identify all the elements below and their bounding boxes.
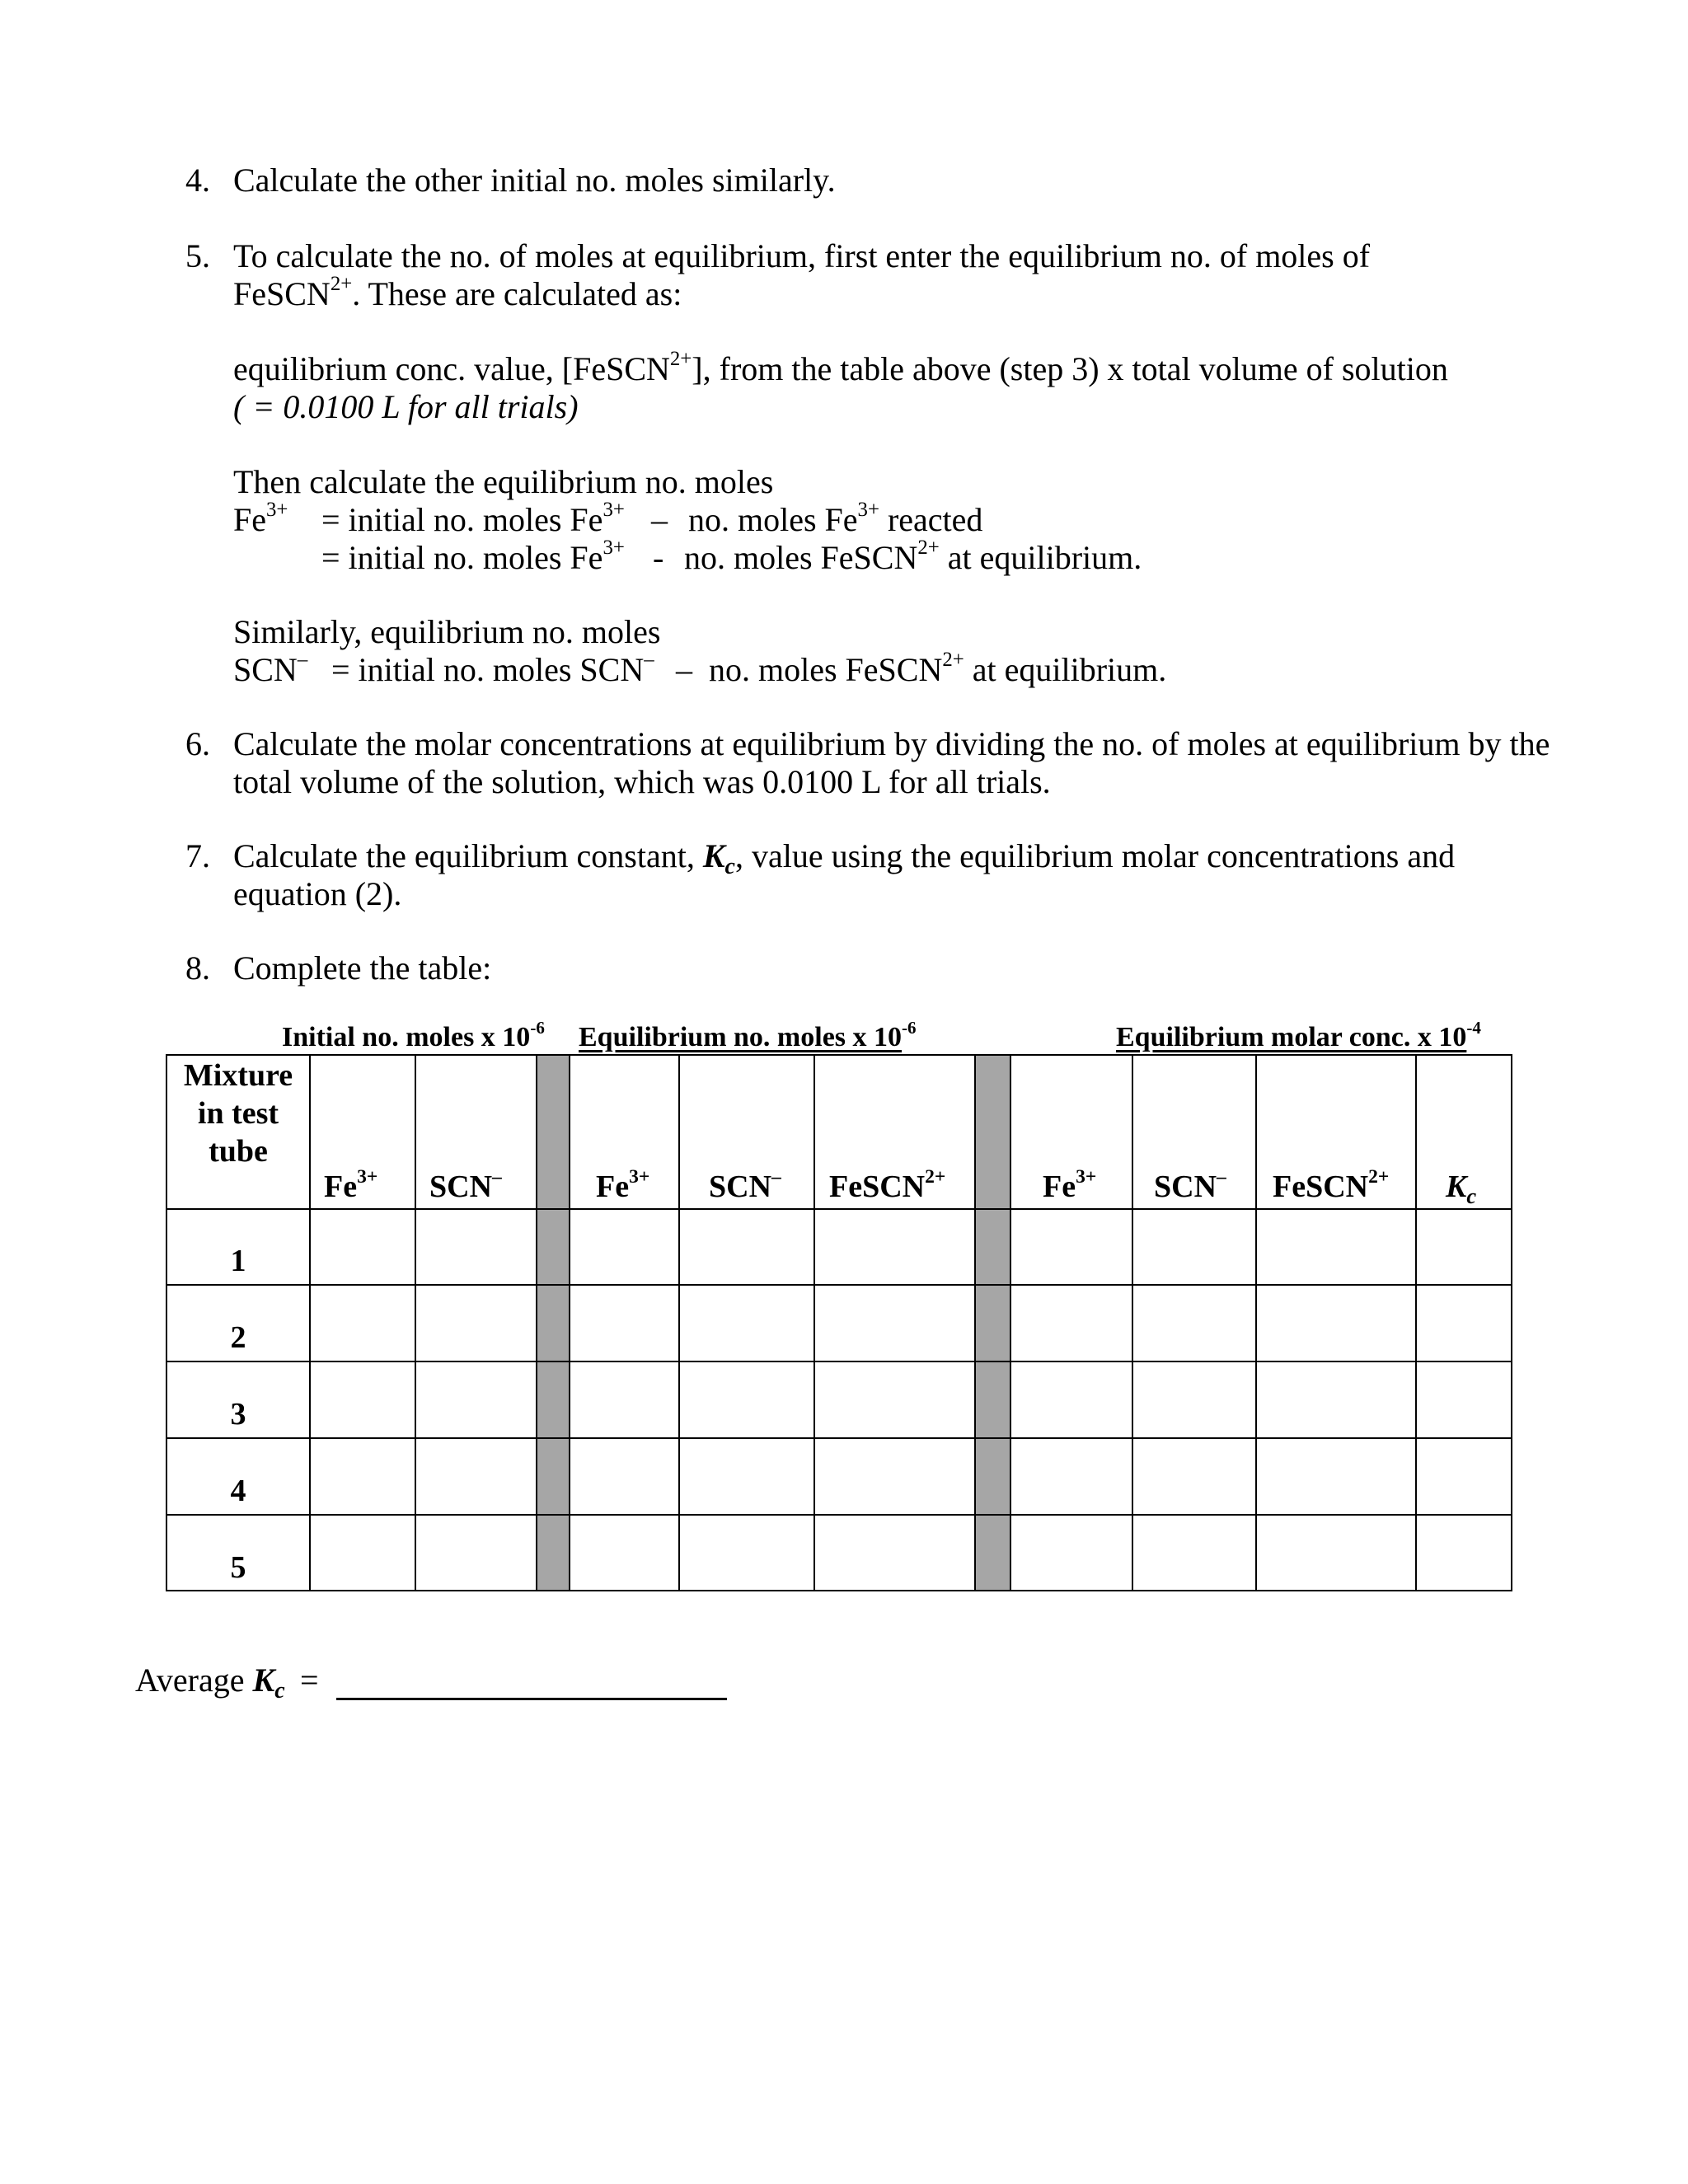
scn-eq-part-a: = initial no. moles SCN [331,651,645,688]
kc-symbol: K [702,837,725,874]
charge-superscript: 2+ [330,273,353,296]
mixture-line-2: in test [197,1096,279,1131]
scn-text: SCN [1154,1169,1217,1204]
kc-symbol: K [1446,1169,1467,1204]
table-border-top [166,1054,1512,1056]
scn-equation [331,651,654,694]
charge-superscript: 3+ [603,499,625,522]
kc-subscript: c [724,854,735,880]
step-8-number: 8. [185,949,210,987]
table-row-line [166,1284,1512,1286]
mixture-line-1: Mixture [183,1058,293,1093]
separator-column [975,1055,1010,1591]
average-text: Average [135,1661,253,1699]
fe-text: Fe [233,501,266,538]
exponent: -6 [902,1017,917,1038]
table-col-line [814,1054,815,1591]
charge-superscript: – [1217,1166,1226,1188]
fe-eq2-part-b [684,539,1142,582]
fescn-text: FeSCN [1273,1169,1369,1204]
scn-text: SCN [233,651,298,688]
col-header-initial-scn [429,1166,502,1205]
average-kc-equals: = [300,1661,319,1699]
formula-part-b: ], from the table above (step 3) x total volume of solution [692,350,1448,387]
group-header-eq-conc [1116,1017,1481,1053]
col-header-eq-fe [596,1166,650,1205]
charge-superscript: 3+ [1076,1166,1097,1188]
table-col-line [1255,1054,1257,1591]
table-col-line [1132,1054,1133,1591]
step-7-number: 7. [185,837,210,874]
fe-label [233,501,288,544]
table-col-line [415,1054,416,1591]
col-header-kc [1446,1169,1477,1208]
charge-superscript: 3+ [603,537,625,560]
charge-superscript: 2+ [942,649,964,672]
equilibrium-conc-formula [233,350,1448,393]
scn-eq-moles-text: no. moles FeSCN [709,651,943,688]
charge-superscript: – [297,649,308,672]
col-header-initial-fe [324,1166,378,1205]
table-col-line [569,1054,570,1591]
step-7-line-2: equation (2). [233,875,402,912]
charge-superscript: 3+ [857,499,879,522]
exponent: -6 [530,1017,545,1038]
fe-text: Fe [324,1169,358,1204]
charge-superscript: 3+ [266,499,288,522]
then-calculate-text: Then calculate the equilibrium no. moles [233,463,774,500]
similarly-text: Similarly, equilibrium no. moles [233,613,661,650]
col-header-conc-fescn [1273,1166,1390,1205]
col-header-eq-scn [709,1166,781,1205]
table-row-line [166,1208,1512,1210]
mixture-line-3: tube [209,1134,268,1169]
charge-superscript: – [644,649,654,672]
kc-subscript: c [274,1678,285,1704]
step-6-number: 6. [185,725,210,762]
fe-equation-line-1 [321,501,625,544]
charge-superscript: 3+ [629,1166,650,1188]
step-6-line-1: Calculate the molar concentrations at equilibrium by dividing the no. of moles at equilibrium by the [233,725,1550,762]
kc-symbol: K [252,1661,275,1699]
step-7-part-b: , value using the equilibrium molar concentrations and [734,837,1456,874]
table-border-right [1511,1054,1512,1591]
table-col-line [536,1054,537,1591]
fe-equation-line-2 [321,539,625,582]
step-7-line-1 [233,837,1455,879]
group-eq-moles-text: Equilibrium no. moles x 10 [579,1022,903,1052]
charge-superscript: 2+ [917,537,940,560]
scn-eq-dash: – [676,651,692,688]
charge-superscript: 3+ [357,1166,378,1188]
fescn-text: FeSCN [829,1169,926,1204]
charge-superscript: 2+ [1368,1166,1390,1188]
row-number-3: 3 [230,1397,246,1432]
scn-eq-tail: at equilibrium. [964,651,1167,688]
fe-eq1-moles-text: no. moles Fe [688,501,858,538]
formula-part-a: equilibrium conc. value, [FeSCN [233,350,670,387]
fe-eq1-reacted: reacted [879,501,983,538]
step-4-number: 4. [185,162,210,199]
table-col-line [1010,1054,1011,1591]
exponent: -4 [1466,1017,1481,1038]
fe-eq2-part-a: = initial no. moles Fe [321,539,603,576]
col-header-conc-fe [1043,1166,1097,1205]
charge-superscript: 2+ [669,348,692,371]
charge-superscript: – [492,1166,502,1188]
step-5-number: 5. [185,237,210,274]
fe-eq1-part-a: = initial no. moles Fe [321,501,603,538]
fe-text: Fe [596,1169,630,1204]
fescn-text: FeSCN [233,275,331,312]
average-kc-label [135,1661,285,1704]
step-4-text: Calculate the other initial no. moles similarly. [233,162,836,199]
fe-eq2-tail: at equilibrium. [939,539,1142,576]
step-5-line-2-tail: . These are calculated as: [352,275,682,312]
group-initial-text: Initial no. moles x 10 [282,1022,531,1052]
scn-text: SCN [709,1169,772,1204]
table-row-line [166,1514,1512,1516]
group-eq-conc-text: Equilibrium molar conc. x 10 [1116,1022,1467,1052]
row-number-1: 1 [230,1244,246,1278]
table-row-line [166,1361,1512,1362]
row-number-2: 2 [230,1320,246,1355]
fe-eq2-moles-text: no. moles FeSCN [684,539,918,576]
table-col-line [678,1054,680,1591]
col-header-eq-fescn [829,1166,946,1205]
scn-text: SCN [429,1169,493,1204]
mixture-header [167,1057,309,1170]
row-number-5: 5 [230,1550,246,1585]
scn-eq-part-b [709,651,1166,694]
scn-label [233,651,307,694]
kc-subscript: c [1466,1183,1477,1208]
step-7-part-a: Calculate the equilibrium constant, [233,837,703,874]
row-number-4: 4 [230,1474,246,1508]
group-header-eq-moles [579,1017,917,1053]
charge-superscript: 2+ [925,1166,946,1188]
table-col-line [974,1054,976,1591]
charge-superscript: – [771,1166,781,1188]
group-header-initial [282,1017,545,1053]
step-5-line-1: To calculate the no. of moles at equilibrium, first enter the equilibrium no. of moles of [233,237,1371,274]
step-5-line-2 [233,275,682,318]
step-6-line-2: total volume of the solution, which was 0.0100 L for all trials. [233,763,1051,800]
total-volume-note: ( = 0.0100 L for all trials) [233,388,579,425]
fe-text: Fe [1043,1169,1076,1204]
table-row-line [166,1437,1512,1439]
table-border-bottom [166,1590,1512,1591]
table-col-line [1415,1054,1417,1591]
fe-eq1-dash: – [651,501,668,538]
col-header-conc-scn [1154,1166,1226,1205]
step-8-text: Complete the table: [233,949,492,987]
separator-column [537,1055,570,1591]
average-kc-answer-blank[interactable] [336,1698,727,1700]
fe-eq2-dash: - [653,539,664,576]
